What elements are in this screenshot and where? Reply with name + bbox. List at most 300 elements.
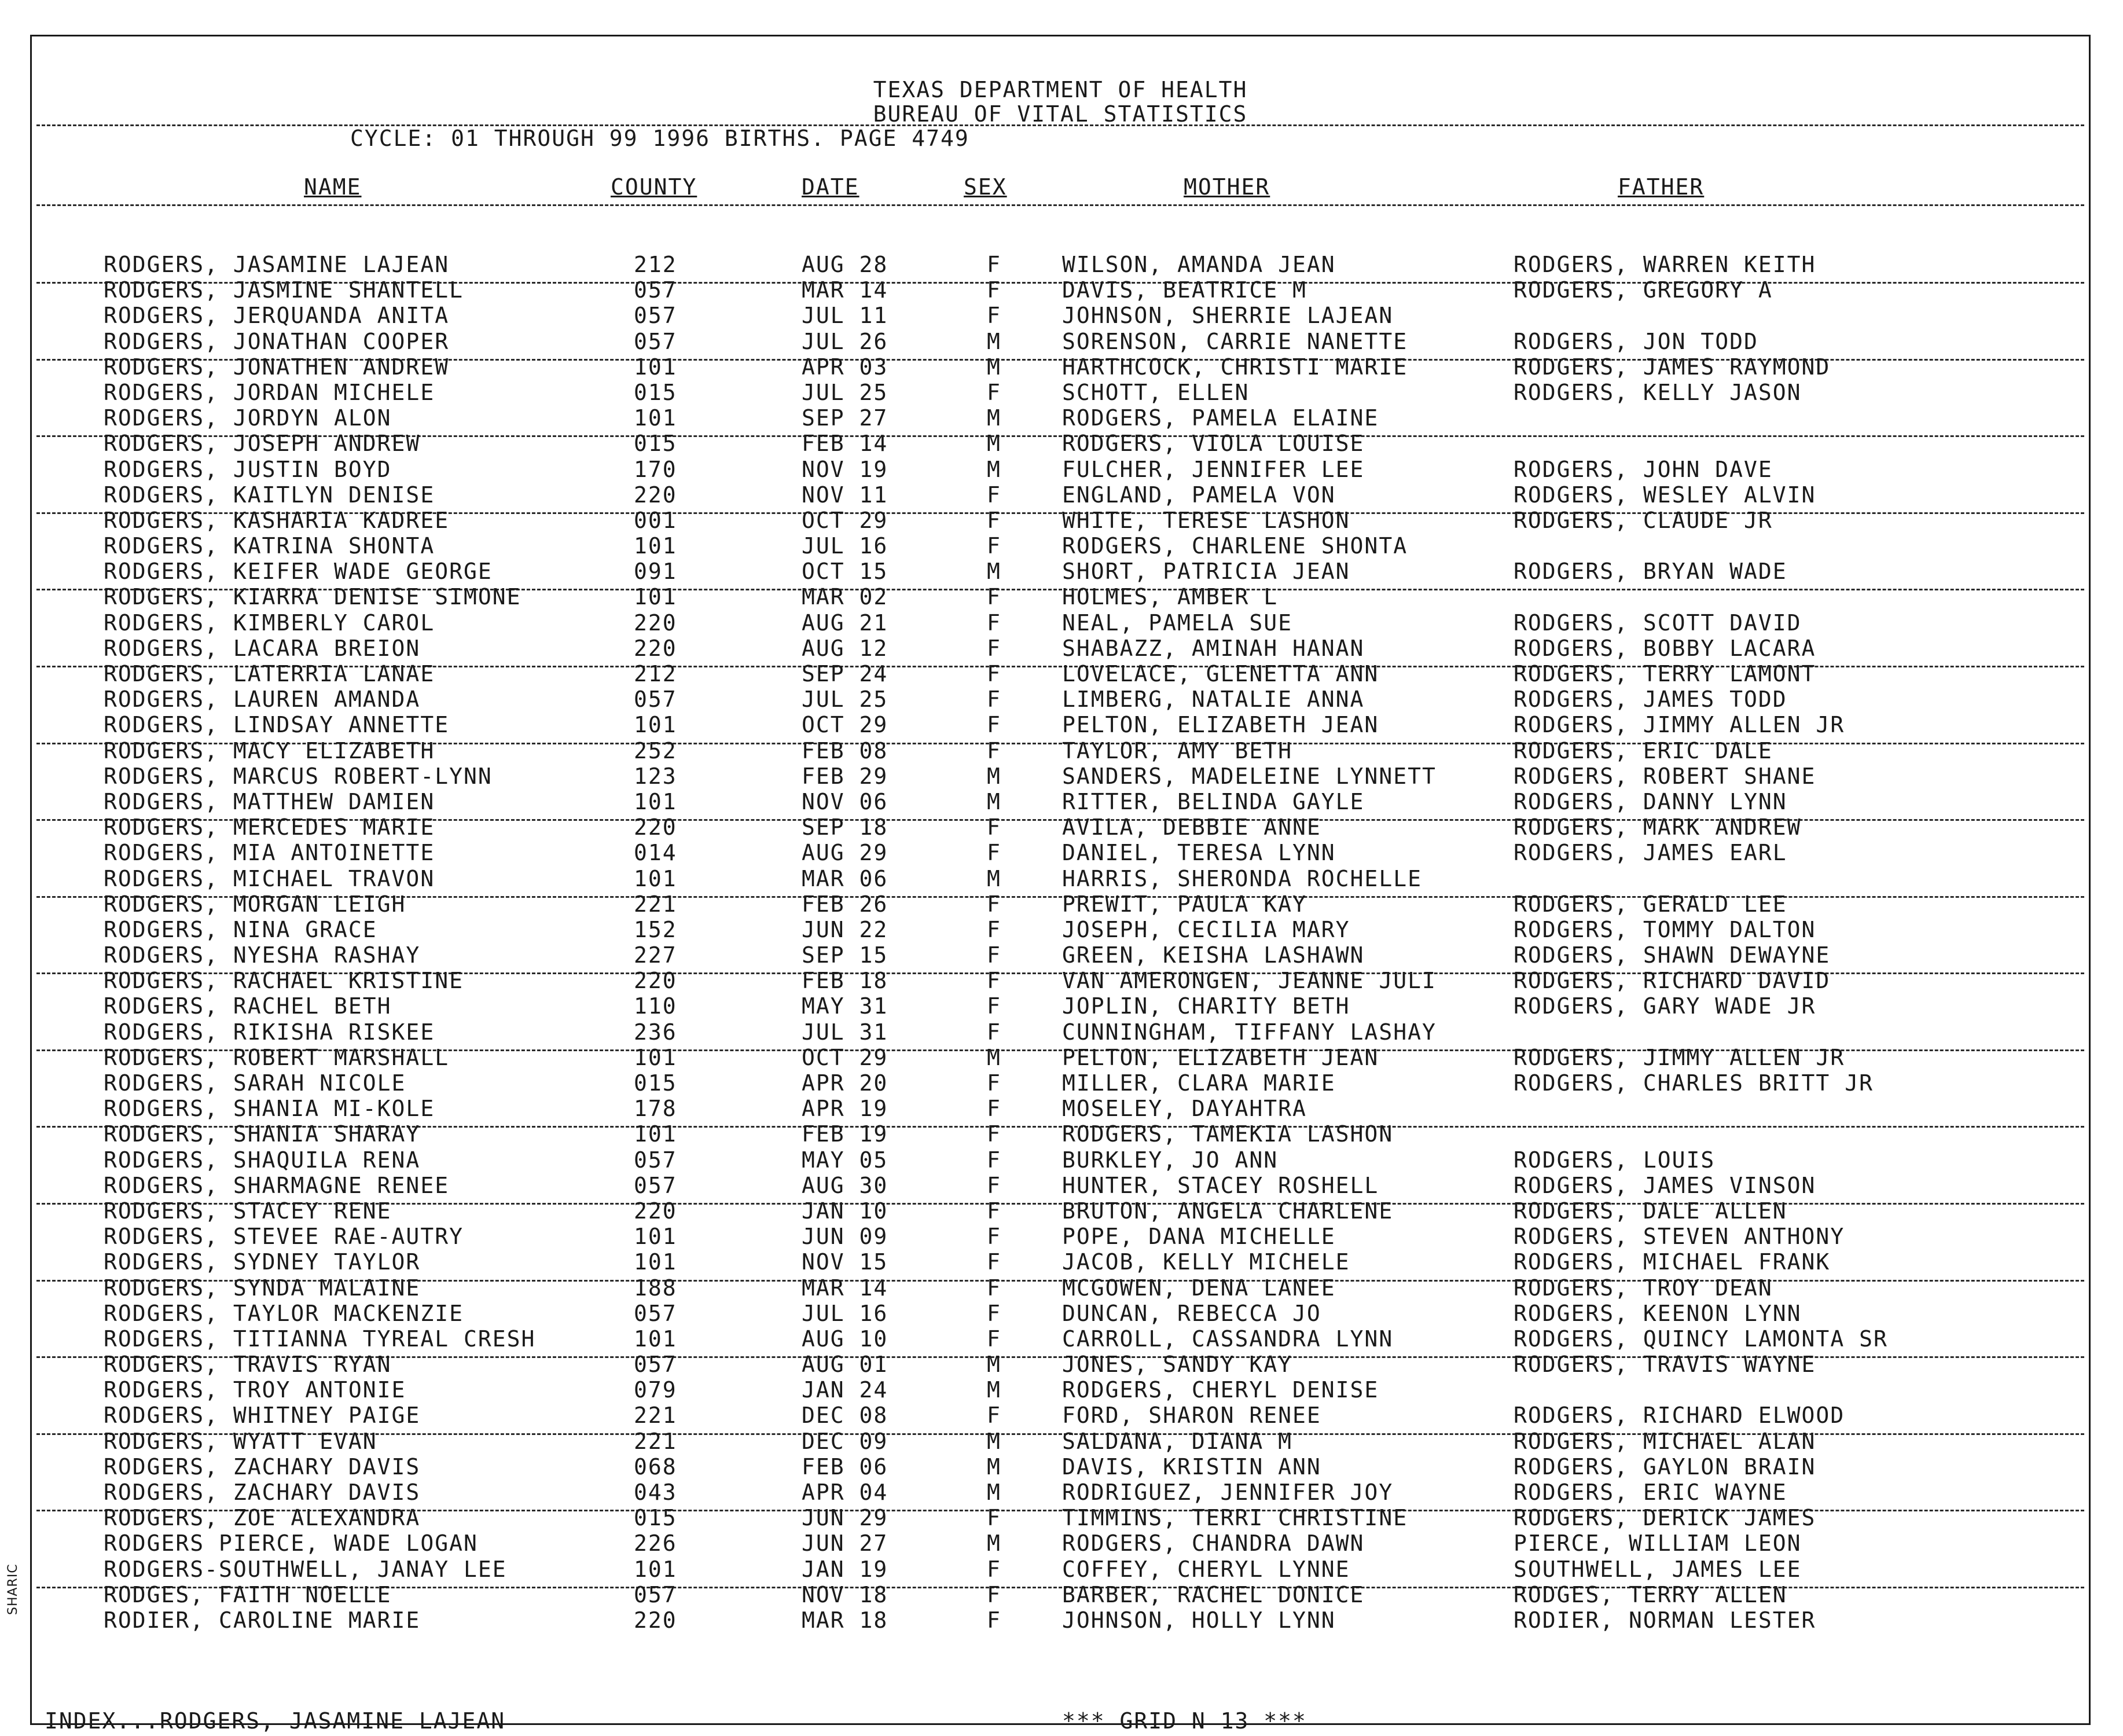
record-name: RODGERS, JOSEPH ANDREW bbox=[104, 431, 421, 457]
record-father: RODGERS, ROBERT SHANE bbox=[1514, 763, 1816, 789]
record-father: RODGERS, MARK ANDREW bbox=[1514, 814, 1802, 841]
record-row bbox=[32, 405, 2089, 431]
record-sex: M bbox=[987, 1531, 1001, 1557]
record-row bbox=[32, 1429, 2089, 1454]
record-county: 220 bbox=[634, 482, 677, 508]
record-row bbox=[32, 1454, 2089, 1480]
record-date: FEB 14 bbox=[802, 431, 888, 457]
record-father: RODGERS, JAMES RAYMOND bbox=[1514, 354, 1831, 380]
record-mother: HOLMES, AMBER L bbox=[1062, 584, 1279, 610]
record-sex: F bbox=[987, 635, 1001, 661]
record-name: RODGERS, SHANIA SHARAY bbox=[104, 1121, 421, 1147]
record-date: NOV 19 bbox=[802, 456, 888, 482]
grid-footer: *** GRID N 13 *** bbox=[1062, 1708, 1307, 1734]
record-row bbox=[32, 1505, 2089, 1531]
record-row bbox=[32, 252, 2089, 277]
record-name: RODGERS, MARCUS ROBERT-LYNN bbox=[104, 763, 493, 789]
record-row bbox=[32, 1275, 2089, 1301]
record-sex: M bbox=[987, 1428, 1001, 1454]
record-name: RODGERS, STACEY RENE bbox=[104, 1198, 392, 1224]
record-mother: WILSON, AMANDA JEAN bbox=[1062, 252, 1336, 277]
record-county: 220 bbox=[634, 968, 677, 994]
record-date: FEB 29 bbox=[802, 763, 888, 789]
record-sex: F bbox=[987, 1607, 1001, 1633]
record-name: RODGERS, SYNDA MALAINE bbox=[104, 1275, 421, 1301]
record-date: OCT 15 bbox=[802, 559, 888, 585]
record-father: RODGERS, RICHARD ELWOOD bbox=[1514, 1403, 1845, 1429]
record-sex: F bbox=[987, 1096, 1001, 1122]
record-father: RODGERS, JAMES EARL bbox=[1514, 840, 1787, 866]
record-date: NOV 06 bbox=[802, 788, 888, 814]
record-sex: F bbox=[987, 1121, 1001, 1147]
record-sex: F bbox=[987, 1556, 1001, 1582]
record-name: RODGERS, RACHEL BETH bbox=[104, 993, 392, 1019]
record-father: RODGERS, SHAWN DEWAYNE bbox=[1514, 942, 1831, 968]
record-name: RODGERS, TRAVIS RYAN bbox=[104, 1352, 392, 1378]
record-date: FEB 08 bbox=[802, 737, 888, 764]
record-date: OCT 29 bbox=[802, 712, 888, 738]
record-sex: F bbox=[987, 303, 1001, 329]
record-name: RODGERS-SOUTHWELL, JANAY LEE bbox=[104, 1556, 507, 1582]
record-sex: F bbox=[987, 1403, 1001, 1429]
record-county: 123 bbox=[634, 763, 677, 789]
record-county: 101 bbox=[634, 865, 677, 891]
record-mother: AVILA, DEBBIE ANNE bbox=[1062, 814, 1321, 841]
record-name: RODGERS, JORDYN ALON bbox=[104, 405, 392, 431]
record-sex: F bbox=[987, 712, 1001, 738]
record-mother: RODRIGUEZ, JENNIFER JOY bbox=[1062, 1480, 1394, 1505]
record-mother: JOHNSON, HOLLY LYNN bbox=[1062, 1607, 1336, 1633]
record-sex: F bbox=[987, 1275, 1001, 1301]
record-name: RODIER, CAROLINE MARIE bbox=[104, 1607, 421, 1633]
record-date: AUG 10 bbox=[802, 1326, 888, 1352]
record-father: RODGERS, TERRY LAMONT bbox=[1514, 661, 1816, 687]
record-row bbox=[32, 993, 2089, 1019]
record-mother: PELTON, ELIZABETH JEAN bbox=[1062, 1044, 1379, 1070]
record-mother: HUNTER, STACEY ROSHELL bbox=[1062, 1172, 1379, 1198]
record-mother: BARBER, RACHEL DONICE bbox=[1062, 1581, 1365, 1607]
record-row bbox=[32, 1224, 2089, 1249]
record-name: RODGERS, LAUREN AMANDA bbox=[104, 687, 421, 713]
record-county: 227 bbox=[634, 942, 677, 968]
record-date: JUL 31 bbox=[802, 1019, 888, 1045]
record-row bbox=[32, 968, 2089, 993]
record-county: 220 bbox=[634, 1198, 677, 1224]
record-name: RODGERS, SHARMAGNE RENEE bbox=[104, 1172, 450, 1198]
record-date: AUG 29 bbox=[802, 840, 888, 866]
record-row bbox=[32, 1198, 2089, 1224]
record-county: 068 bbox=[634, 1454, 677, 1480]
record-row bbox=[32, 1019, 2089, 1045]
record-father: RODGERS, LOUIS bbox=[1514, 1147, 1716, 1173]
record-name: RODGERS, NYESHA RASHAY bbox=[104, 942, 421, 968]
record-date: MAR 14 bbox=[802, 1275, 888, 1301]
record-father: RODGERS, BRYAN WADE bbox=[1514, 559, 1787, 585]
record-father: RODGERS, WESLEY ALVIN bbox=[1514, 482, 1816, 508]
record-date: FEB 26 bbox=[802, 891, 888, 917]
record-father: RODGERS, GARY WADE JR bbox=[1514, 993, 1816, 1019]
record-father: RODGERS, JIMMY ALLEN JR bbox=[1514, 712, 1845, 738]
record-name: RODGERS, KIARRA DENISE SIMONE bbox=[104, 584, 521, 610]
record-mother: RODGERS, VIOLA LOUISE bbox=[1062, 431, 1365, 457]
record-date: OCT 29 bbox=[802, 1044, 888, 1070]
record-mother: JOSEPH, CECILIA MARY bbox=[1062, 916, 1350, 942]
record-date: APR 04 bbox=[802, 1480, 888, 1505]
record-mother: MOSELEY, DAYAHTRA bbox=[1062, 1096, 1307, 1122]
record-name: RODGERS, KAITLYN DENISE bbox=[104, 482, 435, 508]
record-sex: F bbox=[987, 1249, 1001, 1275]
record-sex: M bbox=[987, 328, 1001, 354]
index-footer: INDEX...RODGERS, JASAMINE LAJEAN bbox=[45, 1708, 506, 1734]
record-county: 001 bbox=[634, 507, 677, 533]
record-sex: M bbox=[987, 865, 1001, 891]
record-father: RODGERS, MICHAEL FRANK bbox=[1514, 1249, 1831, 1275]
record-sex: M bbox=[987, 1480, 1001, 1505]
record-date: JAN 24 bbox=[802, 1377, 888, 1403]
record-father: RODGERS, RICHARD DAVID bbox=[1514, 968, 1831, 994]
record-county: 101 bbox=[634, 1556, 677, 1582]
record-county: 110 bbox=[634, 993, 677, 1019]
record-mother: JOPLIN, CHARITY BETH bbox=[1062, 993, 1350, 1019]
record-row bbox=[32, 1301, 2089, 1326]
record-date: AUG 12 bbox=[802, 635, 888, 661]
record-row bbox=[32, 942, 2089, 968]
record-sex: M bbox=[987, 559, 1001, 585]
record-father: RODIER, NORMAN LESTER bbox=[1514, 1607, 1816, 1633]
record-mother: LOVELACE, GLENETTA ANN bbox=[1062, 661, 1379, 687]
header-divider-top bbox=[36, 124, 2084, 126]
record-father: RODGERS, CHARLES BRITT JR bbox=[1514, 1070, 1874, 1096]
record-county: 057 bbox=[634, 1147, 677, 1173]
record-sex: F bbox=[987, 891, 1001, 917]
record-mother: SCHOTT, ELLEN bbox=[1062, 379, 1250, 405]
record-row bbox=[32, 1045, 2089, 1070]
record-row bbox=[32, 1070, 2089, 1096]
record-row bbox=[32, 277, 2089, 303]
record-row bbox=[32, 303, 2089, 328]
record-county: 057 bbox=[634, 687, 677, 713]
record-sex: F bbox=[987, 737, 1001, 764]
record-row bbox=[32, 610, 2089, 636]
record-row bbox=[32, 1173, 2089, 1198]
record-mother: SHABAZZ, AMINAH HANAN bbox=[1062, 635, 1365, 661]
record-mother: BRUTON, ANGELA CHARLENE bbox=[1062, 1198, 1394, 1224]
record-row bbox=[32, 1121, 2089, 1147]
record-sex: M bbox=[987, 788, 1001, 814]
record-name: RODGERS, WYATT EVAN bbox=[104, 1428, 377, 1454]
record-date: NOV 15 bbox=[802, 1249, 888, 1275]
record-name: RODGERS, JASAMINE LAJEAN bbox=[104, 252, 450, 277]
record-date: JUL 26 bbox=[802, 328, 888, 354]
record-name: RODGERS, ROBERT MARSHALL bbox=[104, 1044, 450, 1070]
record-date: SEP 24 bbox=[802, 661, 888, 687]
record-row bbox=[32, 1147, 2089, 1173]
record-name: RODGES, FAITH NOELLE bbox=[104, 1581, 392, 1607]
record-sex: M bbox=[987, 456, 1001, 482]
record-name: RODGERS, KASHARIA KADREE bbox=[104, 507, 450, 533]
record-mother: VAN AMERONGEN, JEANNE JULI bbox=[1062, 968, 1437, 994]
record-row bbox=[32, 738, 2089, 764]
record-row bbox=[32, 1377, 2089, 1403]
record-date: SEP 18 bbox=[802, 814, 888, 841]
record-row bbox=[32, 764, 2089, 789]
record-date: JUN 29 bbox=[802, 1505, 888, 1531]
record-date: MAY 05 bbox=[802, 1147, 888, 1173]
record-date: SEP 27 bbox=[802, 405, 888, 431]
record-name: RODGERS, LACARA BREION bbox=[104, 635, 421, 661]
record-mother: SORENSON, CARRIE NANETTE bbox=[1062, 328, 1408, 354]
record-mother: HARRIS, SHERONDA ROCHELLE bbox=[1062, 865, 1422, 891]
record-mother: DUNCAN, REBECCA JO bbox=[1062, 1300, 1321, 1326]
record-date: NOV 18 bbox=[802, 1581, 888, 1607]
record-date: FEB 19 bbox=[802, 1121, 888, 1147]
record-mother: MCGOWEN, DENA LANEE bbox=[1062, 1275, 1336, 1301]
record-county: 057 bbox=[634, 1352, 677, 1378]
record-county: 226 bbox=[634, 1531, 677, 1557]
record-father: RODGERS, KELLY JASON bbox=[1514, 379, 1802, 405]
record-county: 015 bbox=[634, 1505, 677, 1531]
record-row bbox=[32, 533, 2089, 559]
record-date: JUN 27 bbox=[802, 1531, 888, 1557]
record-father: RODGERS, JIMMY ALLEN JR bbox=[1514, 1044, 1845, 1070]
record-mother: GREEN, KEISHA LASHAWN bbox=[1062, 942, 1365, 968]
record-name: RODGERS, MATTHEW DAMIEN bbox=[104, 788, 435, 814]
record-date: OCT 29 bbox=[802, 507, 888, 533]
record-name: RODGERS, KEIFER WADE GEORGE bbox=[104, 559, 493, 585]
record-mother: PREWIT, PAULA KAY bbox=[1062, 891, 1307, 917]
record-row bbox=[32, 1582, 2089, 1607]
record-mother: CUNNINGHAM, TIFFANY LASHAY bbox=[1062, 1019, 1437, 1045]
record-county: 015 bbox=[634, 1070, 677, 1096]
record-county: 101 bbox=[634, 354, 677, 380]
record-row bbox=[32, 559, 2089, 584]
record-name: RODGERS PIERCE, WADE LOGAN bbox=[104, 1531, 478, 1557]
record-mother: LIMBERG, NATALIE ANNA bbox=[1062, 687, 1365, 713]
record-row bbox=[32, 1403, 2089, 1428]
record-sex: F bbox=[987, 1019, 1001, 1045]
record-date: JUL 11 bbox=[802, 303, 888, 329]
record-date: DEC 08 bbox=[802, 1403, 888, 1429]
record-date: MAY 31 bbox=[802, 993, 888, 1019]
record-name: RODGERS, MIA ANTOINETTE bbox=[104, 840, 435, 866]
record-date: AUG 21 bbox=[802, 610, 888, 636]
record-father: RODGERS, GERALD LEE bbox=[1514, 891, 1787, 917]
record-mother: JONES, SANDY KAY bbox=[1062, 1352, 1293, 1378]
record-name: RODGERS, ZACHARY DAVIS bbox=[104, 1454, 421, 1480]
side-tag: SHARIC bbox=[6, 1563, 20, 1615]
record-mother: ENGLAND, PAMELA VON bbox=[1062, 482, 1336, 508]
record-father: RODGERS, ERIC DALE bbox=[1514, 737, 1773, 764]
record-row bbox=[32, 866, 2089, 891]
birth-records-list bbox=[32, 252, 2089, 1633]
record-sex: F bbox=[987, 840, 1001, 866]
record-sex: F bbox=[987, 942, 1001, 968]
record-row bbox=[32, 1249, 2089, 1275]
record-name: RODGERS, JORDAN MICHELE bbox=[104, 379, 435, 405]
record-sex: F bbox=[987, 1172, 1001, 1198]
record-county: 057 bbox=[634, 328, 677, 354]
record-row bbox=[32, 1096, 2089, 1121]
record-county: 221 bbox=[634, 1428, 677, 1454]
record-county: 220 bbox=[634, 610, 677, 636]
record-mother: FORD, SHARON RENEE bbox=[1062, 1403, 1321, 1429]
record-county: 079 bbox=[634, 1377, 677, 1403]
record-name: RODGERS, NINA GRACE bbox=[104, 916, 377, 942]
record-county: 014 bbox=[634, 840, 677, 866]
document-frame bbox=[30, 35, 2091, 1734]
record-mother: SANDERS, MADELEINE LYNNETT bbox=[1062, 763, 1437, 789]
record-county: 252 bbox=[634, 737, 677, 764]
record-father: PIERCE, WILLIAM LEON bbox=[1514, 1531, 1802, 1557]
record-county: 091 bbox=[634, 559, 677, 585]
record-row bbox=[32, 482, 2089, 508]
record-row bbox=[32, 457, 2089, 482]
record-name: RODGERS, SHANIA MI-KOLE bbox=[104, 1096, 435, 1122]
record-county: 101 bbox=[634, 533, 677, 559]
record-county: 101 bbox=[634, 405, 677, 431]
record-mother: JOHNSON, SHERRIE LAJEAN bbox=[1062, 303, 1394, 329]
record-sex: F bbox=[987, 1581, 1001, 1607]
record-date: JUN 22 bbox=[802, 916, 888, 942]
record-mother: COFFEY, CHERYL LYNNE bbox=[1062, 1556, 1350, 1582]
record-row bbox=[32, 789, 2089, 814]
record-mother: RODGERS, TAMEKIA LASHON bbox=[1062, 1121, 1394, 1147]
record-county: 178 bbox=[634, 1096, 677, 1122]
record-county: 212 bbox=[634, 252, 677, 277]
cycle-line: CYCLE: 01 THROUGH 99 1996 BIRTHS. PAGE 4749 bbox=[350, 126, 969, 151]
column-header-county: COUNTY bbox=[611, 174, 697, 200]
record-sex: M bbox=[987, 1377, 1001, 1403]
record-sex: F bbox=[987, 252, 1001, 277]
record-mother: FULCHER, JENNIFER LEE bbox=[1062, 456, 1365, 482]
record-name: RODGERS, STEVEE RAE-AUTRY bbox=[104, 1224, 464, 1250]
column-header-sex: SEX bbox=[964, 174, 1007, 200]
record-row bbox=[32, 1531, 2089, 1556]
record-county: 236 bbox=[634, 1019, 677, 1045]
record-name: RODGERS, TITIANNA TYREAL CRESH bbox=[104, 1326, 536, 1352]
record-mother: RODGERS, CHARLENE SHONTA bbox=[1062, 533, 1408, 559]
record-sex: F bbox=[987, 1300, 1001, 1326]
record-county: 015 bbox=[634, 379, 677, 405]
record-sex: F bbox=[987, 379, 1001, 405]
record-sex: M bbox=[987, 1454, 1001, 1480]
record-county: 101 bbox=[634, 1224, 677, 1250]
record-sex: F bbox=[987, 482, 1001, 508]
record-name: RODGERS, KATRINA SHONTA bbox=[104, 533, 435, 559]
record-name: RODGERS, SARAH NICOLE bbox=[104, 1070, 406, 1096]
record-county: 101 bbox=[634, 1249, 677, 1275]
record-sex: F bbox=[987, 1505, 1001, 1531]
record-row bbox=[32, 840, 2089, 865]
record-name: RODGERS, JERQUANDA ANITA bbox=[104, 303, 450, 329]
record-father: RODGERS, BOBBY LACARA bbox=[1514, 635, 1816, 661]
record-county: 220 bbox=[634, 814, 677, 841]
record-father: RODGERS, TRAVIS WAYNE bbox=[1514, 1352, 1816, 1378]
record-sex: F bbox=[987, 533, 1001, 559]
record-date: FEB 18 bbox=[802, 968, 888, 994]
record-date: JUL 16 bbox=[802, 1300, 888, 1326]
record-sex: F bbox=[987, 814, 1001, 841]
record-sex: M bbox=[987, 431, 1001, 457]
record-mother: WHITE, TERESE LASHON bbox=[1062, 507, 1350, 533]
column-header-mother: MOTHER bbox=[1184, 174, 1270, 200]
record-name: RODGERS, MACY ELIZABETH bbox=[104, 737, 435, 764]
record-date: AUG 28 bbox=[802, 252, 888, 277]
record-date: JUL 25 bbox=[802, 379, 888, 405]
record-father: RODGERS, JON TODD bbox=[1514, 328, 1758, 354]
record-name: RODGERS, TAYLOR MACKENZIE bbox=[104, 1300, 464, 1326]
record-mother: POPE, DANA MICHELLE bbox=[1062, 1224, 1336, 1250]
record-mother: NEAL, PAMELA SUE bbox=[1062, 610, 1293, 636]
record-father: RODGERS, ERIC WAYNE bbox=[1514, 1480, 1787, 1505]
record-name: RODGERS, SHAQUILA RENA bbox=[104, 1147, 421, 1173]
record-county: 101 bbox=[634, 1326, 677, 1352]
record-father: RODGERS, WARREN KEITH bbox=[1514, 252, 1816, 277]
record-county: 221 bbox=[634, 891, 677, 917]
record-date: NOV 11 bbox=[802, 482, 888, 508]
record-county: 101 bbox=[634, 712, 677, 738]
column-header-father: FATHER bbox=[1618, 174, 1705, 200]
record-name: RODGERS, SYDNEY TAYLOR bbox=[104, 1249, 421, 1275]
record-mother: HARTHCOCK, CHRISTI MARIE bbox=[1062, 354, 1408, 380]
record-sex: F bbox=[987, 610, 1001, 636]
record-row bbox=[32, 329, 2089, 354]
record-father: RODGERS, JOHN DAVE bbox=[1514, 456, 1773, 482]
record-row bbox=[32, 380, 2089, 405]
record-name: RODGERS, JASMINE SHANTELL bbox=[104, 277, 464, 303]
record-sex: M bbox=[987, 763, 1001, 789]
record-father: RODGES, TERRY ALLEN bbox=[1514, 1581, 1787, 1607]
record-county: 188 bbox=[634, 1275, 677, 1301]
record-name: RODGERS, LATERRIA LANAE bbox=[104, 661, 435, 687]
record-row bbox=[32, 636, 2089, 661]
record-date: JUL 25 bbox=[802, 687, 888, 713]
record-date: JUL 16 bbox=[802, 533, 888, 559]
record-sex: M bbox=[987, 354, 1001, 380]
record-father: RODGERS, KEENON LYNN bbox=[1514, 1300, 1802, 1326]
record-date: MAR 14 bbox=[802, 277, 888, 303]
record-mother: DAVIS, BEATRICE M bbox=[1062, 277, 1307, 303]
record-sex: F bbox=[987, 993, 1001, 1019]
record-sex: F bbox=[987, 661, 1001, 687]
record-county: 101 bbox=[634, 788, 677, 814]
column-header-date: DATE bbox=[802, 174, 860, 200]
record-sex: F bbox=[987, 507, 1001, 533]
record-father: RODGERS, MICHAEL ALAN bbox=[1514, 1428, 1816, 1454]
record-name: RODGERS, JONATHAN COOPER bbox=[104, 328, 450, 354]
record-county: 057 bbox=[634, 277, 677, 303]
record-row bbox=[32, 1326, 2089, 1352]
record-sex: F bbox=[987, 1070, 1001, 1096]
record-mother: DANIEL, TERESA LYNN bbox=[1062, 840, 1336, 866]
record-name: RODGERS, ZACHARY DAVIS bbox=[104, 1480, 421, 1505]
record-row bbox=[32, 1352, 2089, 1377]
record-father: RODGERS, SCOTT DAVID bbox=[1514, 610, 1802, 636]
record-sex: M bbox=[987, 1352, 1001, 1378]
record-father: RODGERS, DALE ALLEN bbox=[1514, 1198, 1787, 1224]
record-father: RODGERS, DERICK JAMES bbox=[1514, 1505, 1816, 1531]
record-mother: RODGERS, CHERYL DENISE bbox=[1062, 1377, 1379, 1403]
record-sex: F bbox=[987, 968, 1001, 994]
record-date: JUN 09 bbox=[802, 1224, 888, 1250]
record-name: RODGERS, TROY ANTONIE bbox=[104, 1377, 406, 1403]
record-county: 101 bbox=[634, 1121, 677, 1147]
record-row bbox=[32, 712, 2089, 737]
record-county: 057 bbox=[634, 1172, 677, 1198]
record-father: RODGERS, STEVEN ANTHONY bbox=[1514, 1224, 1845, 1250]
record-county: 057 bbox=[634, 1581, 677, 1607]
record-name: RODGERS, LINDSAY ANNETTE bbox=[104, 712, 450, 738]
